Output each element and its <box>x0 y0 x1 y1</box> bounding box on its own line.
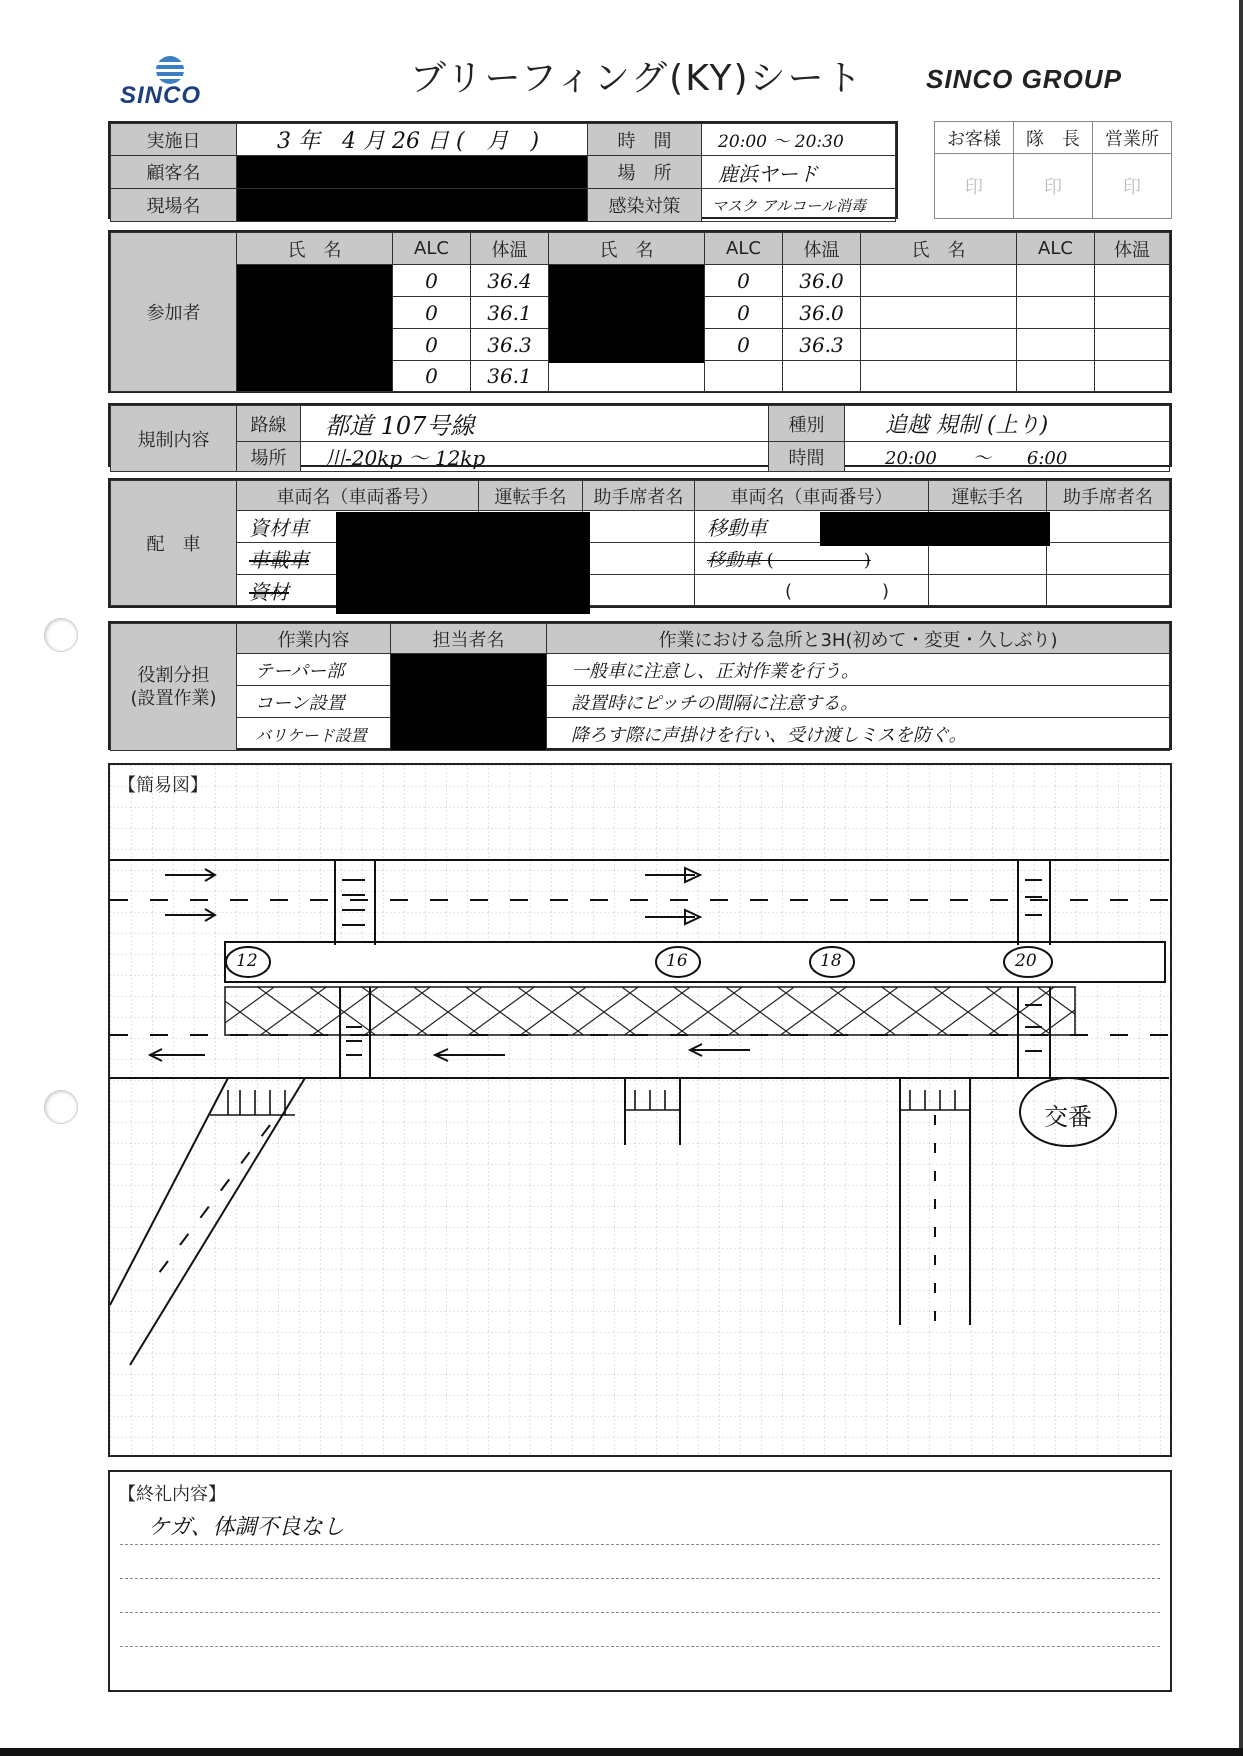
scan-edge-bottom <box>0 1748 1243 1756</box>
infection-value: マスク アルコール消毒 <box>702 189 896 222</box>
alc-2-2: 0 <box>705 297 783 329</box>
header-passenger-2: 助手席者名 <box>1047 481 1170 511</box>
alc-2-3: 0 <box>705 329 783 361</box>
vehicles-label: 配 車 <box>111 481 237 606</box>
vehicle-right-3-paren: ( ) <box>695 575 929 606</box>
label-reg-place: 場所 <box>237 442 301 472</box>
closing-line-3 <box>120 1612 1160 1613</box>
vehicle-left-2: 車載車 <box>237 543 479 575</box>
vehicle-left-3: 資材 <box>237 575 479 606</box>
header-keypoints: 作業における急所と3H(初めて・変更・久しぶり) <box>547 624 1170 654</box>
task-1: テーパー部 <box>237 654 391 686</box>
header-temp-3: 体温 <box>1095 233 1170 265</box>
regulation-label: 規制内容 <box>111 406 237 472</box>
task-3: バリケード設置 <box>237 718 391 751</box>
header-vehicle-1: 車両名（車両番号） <box>237 481 479 511</box>
vehicle-left-1: 資材車 <box>237 511 479 543</box>
kp-mark-20: 20 <box>1015 951 1037 971</box>
temp-2-3: 36.3 <box>783 329 861 361</box>
participants-label: 参加者 <box>111 233 237 392</box>
participants-section <box>108 230 1172 393</box>
label-type: 種別 <box>769 406 845 442</box>
header-alc-3: ALC <box>1017 233 1095 265</box>
temp-2-2: 36.0 <box>783 297 861 329</box>
header-vehicle-2: 車両名（車両番号） <box>695 481 929 511</box>
roles-label: 役割分担 (設置作業) <box>111 624 237 751</box>
alc-1-1: 0 <box>393 265 471 297</box>
closing-section <box>108 1470 1172 1692</box>
info-section <box>108 121 898 219</box>
redacted-site <box>237 189 587 221</box>
reg-time-value: 20:00 〜 6:00 <box>845 442 1170 472</box>
alc-1-4: 0 <box>393 361 471 392</box>
sinco-logo <box>118 52 218 108</box>
task-2: コーン設置 <box>237 686 391 718</box>
redacted-customer <box>237 156 587 188</box>
route-value: 都道 107号線 <box>301 406 769 442</box>
alc-1-3: 0 <box>393 329 471 361</box>
temp-1-4: 36.1 <box>471 361 549 392</box>
header-name-1: 氏 名 <box>237 233 393 265</box>
time-value: 20:00 〜 20:30 <box>702 124 896 156</box>
stamp-office: 印 <box>1093 154 1172 219</box>
redacted-names-2 <box>549 265 704 363</box>
date-value: 3 年 4 月 26 日 ( 月 ) <box>237 124 588 156</box>
page-title: ブリーフィング(KY)シート <box>410 58 864 99</box>
stamp-customer: 印 <box>935 154 1014 219</box>
redacted-assignees <box>391 654 546 750</box>
redacted-vehicle-number-right <box>820 512 1050 546</box>
place-value: 鹿浜ヤード <box>702 156 896 189</box>
note-2: 設置時にピッチの間隔に注意する。 <box>547 686 1170 718</box>
scan-edge-right <box>1239 0 1243 1756</box>
regulation-section <box>108 403 1172 470</box>
kp-mark-18: 18 <box>820 951 842 971</box>
closing-line-1 <box>120 1544 1160 1545</box>
header-driver-1: 運転手名 <box>479 481 583 511</box>
vehicle-right-2: 移動車 <box>707 549 761 571</box>
vehicle-right-1: 移動車 <box>695 511 929 543</box>
note-1: 一般車に注意し、正対作業を行う。 <box>547 654 1170 686</box>
logo-right: SINCO GROUP <box>926 64 1122 94</box>
alc-2-1: 0 <box>705 265 783 297</box>
label-route: 路線 <box>237 406 301 442</box>
label-site: 現場名 <box>111 189 237 222</box>
temp-1-3: 36.3 <box>471 329 549 361</box>
header-driver-2: 運転手名 <box>929 481 1047 511</box>
stamp-leader: 印 <box>1014 154 1093 219</box>
diagram-label: 【簡易図】 <box>118 775 208 796</box>
closing-line-2 <box>120 1578 1160 1579</box>
name-3-1 <box>861 265 1017 297</box>
label-place: 場 所 <box>588 156 702 189</box>
closing-line-4 <box>120 1646 1160 1647</box>
kp-mark-16: 16 <box>666 951 688 971</box>
kp-mark-12: 12 <box>236 951 258 971</box>
header-assignee: 担当者名 <box>391 624 547 654</box>
approval-leader-label: 隊 長 <box>1014 122 1093 154</box>
header-name-2: 氏 名 <box>549 233 705 265</box>
vehicle-right-2-paren: ( ) <box>766 549 871 571</box>
note-3: 降ろす際に声掛けを行い、受け渡しミスを防ぐ。 <box>547 718 1170 751</box>
temp-1-2: 36.1 <box>471 297 549 329</box>
header-task: 作業内容 <box>237 624 391 654</box>
header-passenger-1: 助手席者名 <box>583 481 695 511</box>
alc-1-2: 0 <box>393 297 471 329</box>
header-alc-1: ALC <box>393 233 471 265</box>
label-date: 実施日 <box>111 124 237 156</box>
reg-place-value: 川-20kp 〜 12kp <box>301 442 769 472</box>
approval-office-label: 営業所 <box>1093 122 1172 154</box>
label-reg-time: 時間 <box>769 442 845 472</box>
header-name-3: 氏 名 <box>861 233 1017 265</box>
police-box-label: 交番 <box>1044 1103 1092 1131</box>
label-infection: 感染対策 <box>588 189 702 222</box>
label-customer: 顧客名 <box>111 156 237 189</box>
closing-label: 【終礼内容】 <box>118 1484 226 1505</box>
binder-hole-1 <box>44 618 78 652</box>
label-time: 時 間 <box>588 124 702 156</box>
binder-hole-2 <box>44 1090 78 1124</box>
redacted-vehicle-numbers-left <box>336 512 590 614</box>
diagram-section <box>108 763 1172 1457</box>
header-alc-2: ALC <box>705 233 783 265</box>
logo-left-text: SINCO <box>120 82 202 109</box>
closing-note: ケガ、体調不良なし <box>148 1515 345 1540</box>
temp-1-1: 36.4 <box>471 265 549 297</box>
temp-2-1: 36.0 <box>783 265 861 297</box>
header-temp-2: 体温 <box>783 233 861 265</box>
approval-customer-label: お客様 <box>935 122 1014 154</box>
type-value: 追越 規制 (上り) <box>845 406 1170 442</box>
redacted-names-1 <box>237 265 392 391</box>
roles-section <box>108 621 1172 750</box>
diagram-grid <box>110 765 1169 1454</box>
approval-section <box>934 121 1172 219</box>
header-temp-1: 体温 <box>471 233 549 265</box>
